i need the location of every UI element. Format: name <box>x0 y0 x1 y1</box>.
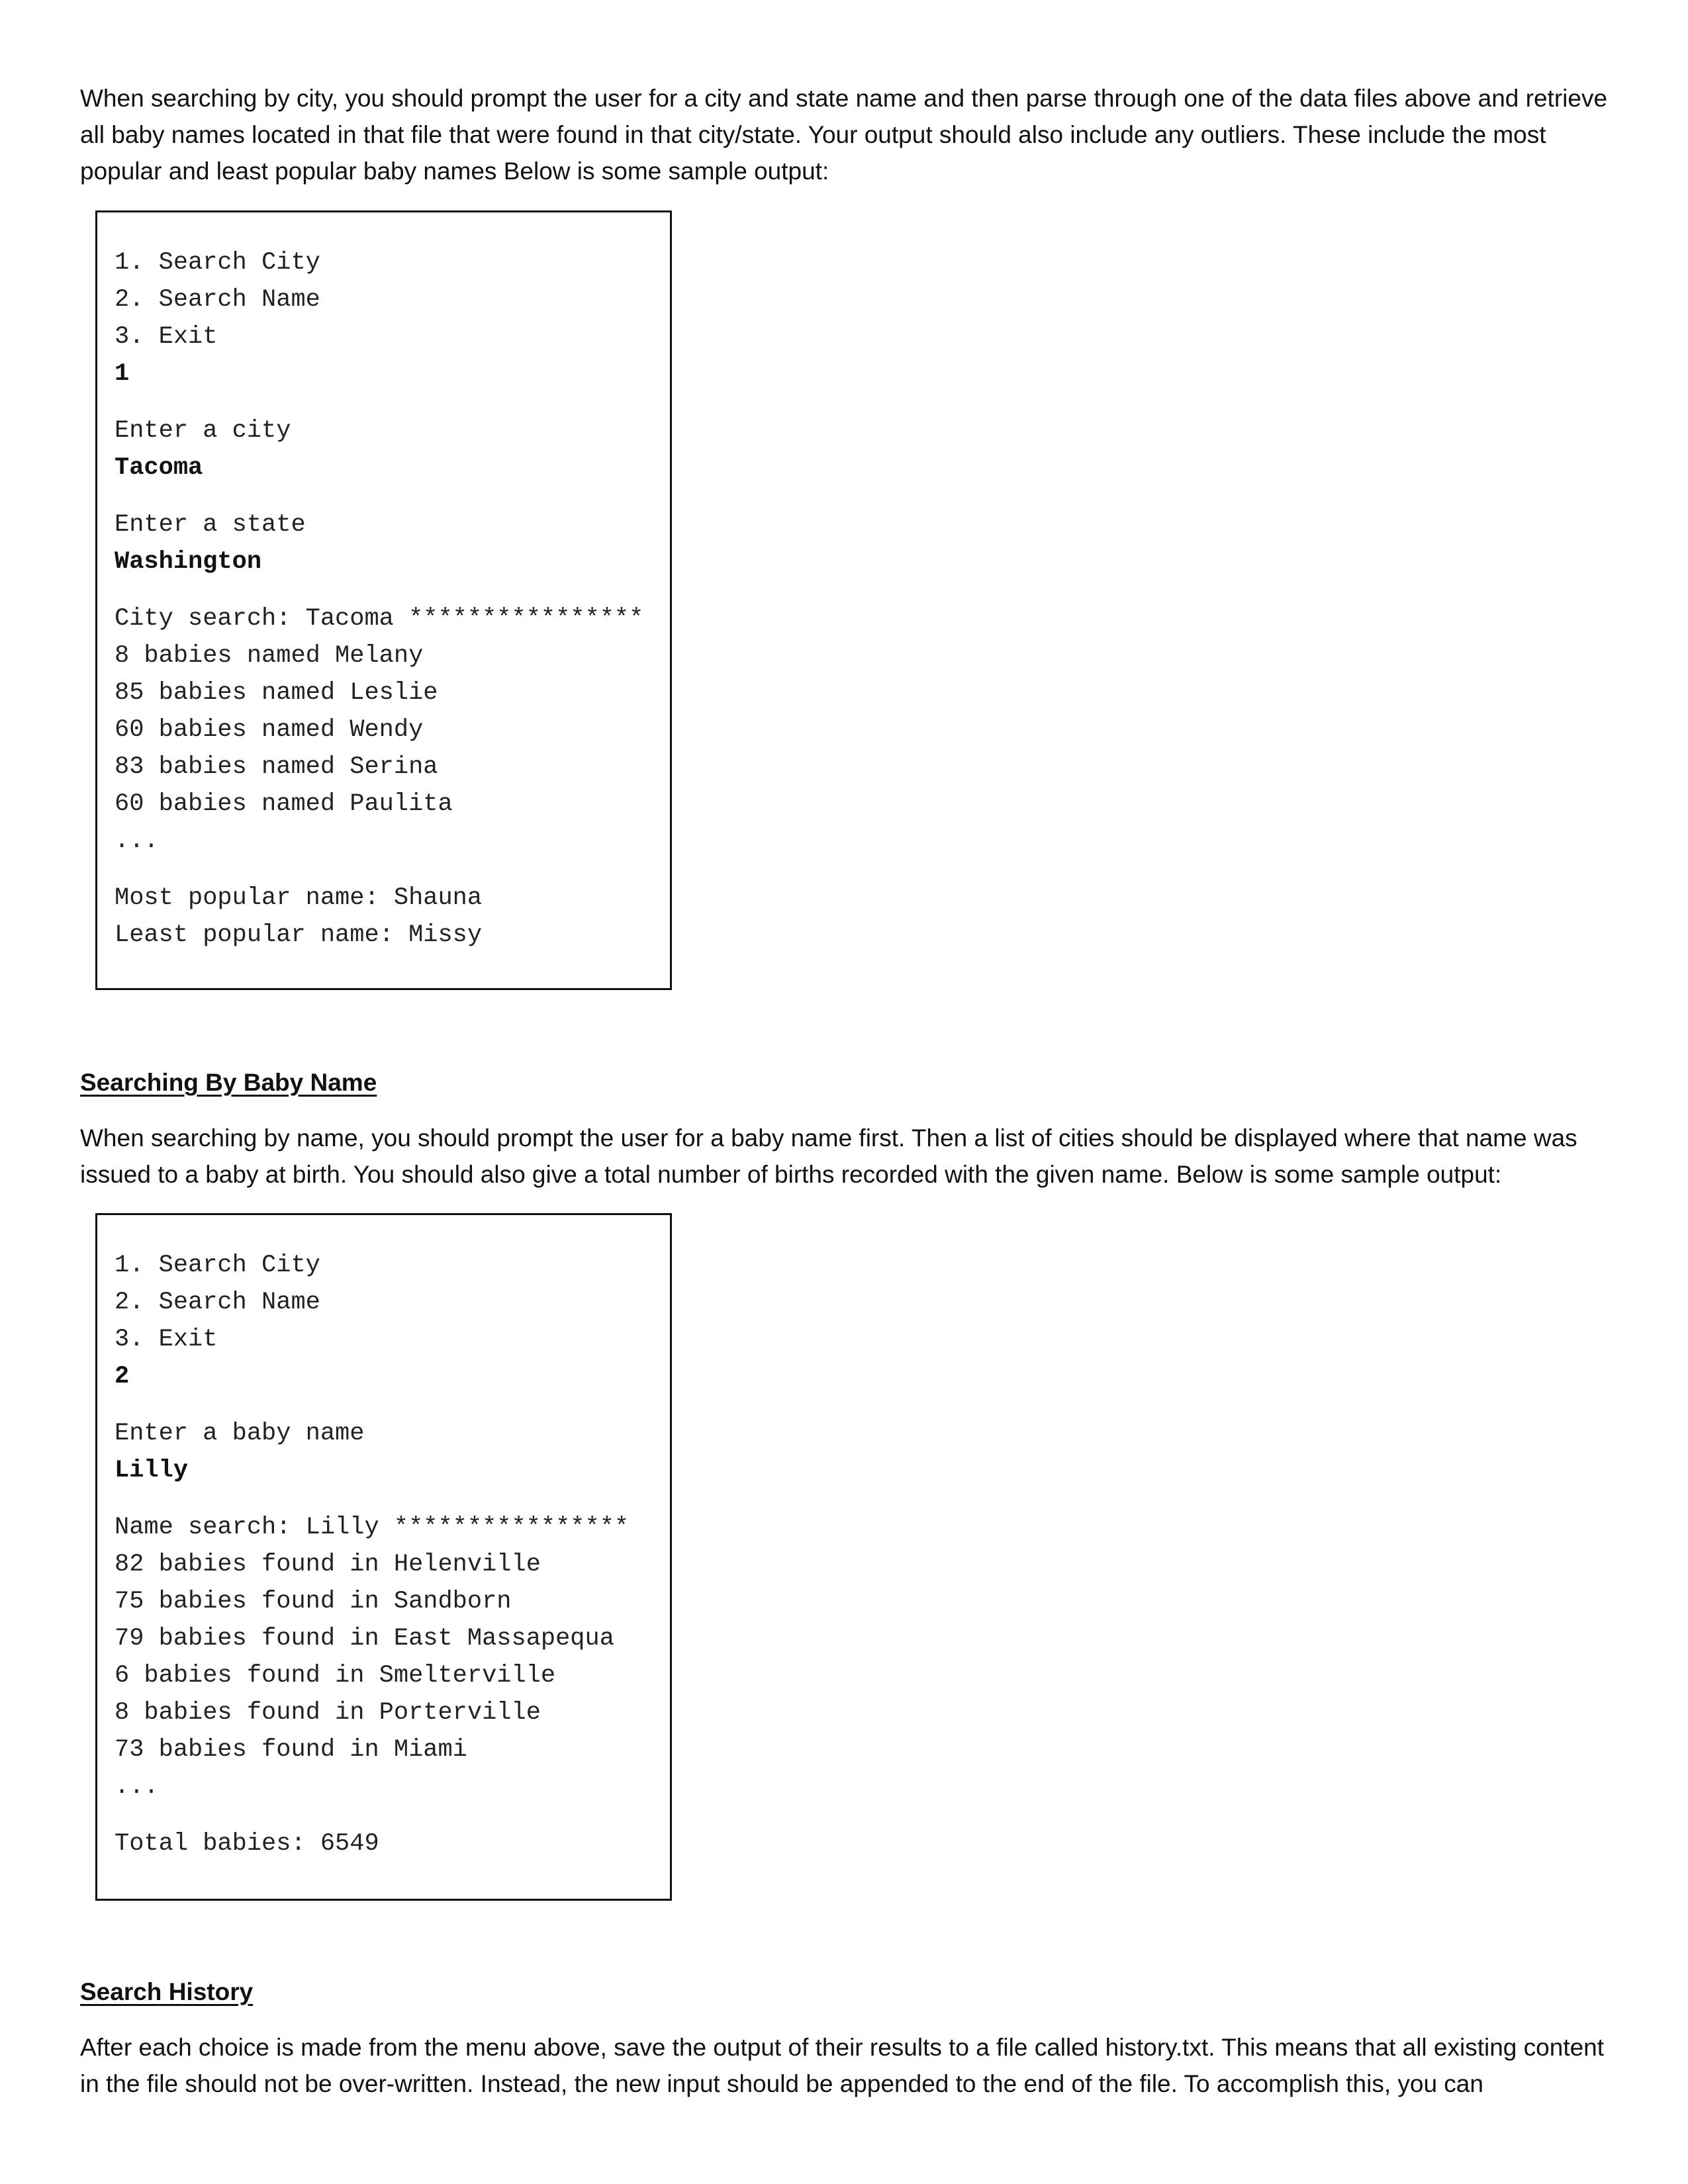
menu-item-exit: 3. Exit <box>115 323 218 351</box>
ellipsis: ... <box>115 827 159 855</box>
result-line: 73 babies found in Miami <box>115 1736 467 1764</box>
baby-name-prompt: Enter a baby name <box>115 1420 365 1447</box>
result-line: 60 babies named Paulita <box>115 790 453 818</box>
menu-item-search-name: 2. Search Name <box>115 286 320 314</box>
name-search-heading: Searching By Baby Name <box>80 1069 377 1096</box>
city-search-sample-output <box>95 210 672 990</box>
user-choice: 1 <box>115 360 130 388</box>
result-line: 60 babies named Wendy <box>115 716 424 744</box>
result-line: 75 babies found in Sandborn <box>115 1588 512 1615</box>
ellipsis: ... <box>115 1773 159 1801</box>
menu-item-exit: 3. Exit <box>115 1326 218 1353</box>
result-line: 83 babies named Serina <box>115 753 438 781</box>
result-line: 8 babies found in Porterville <box>115 1699 541 1727</box>
city-result-header: City search: Tacoma **************** <box>115 605 644 633</box>
search-history-heading: Search History <box>80 1978 254 2005</box>
most-popular-name: Most popular name: Shauna <box>115 884 483 912</box>
name-search-sample-output <box>95 1213 672 1901</box>
result-line: 85 babies named Leslie <box>115 679 438 707</box>
result-line: 8 babies named Melany <box>115 642 424 670</box>
baby-name-input: Lilly <box>115 1457 189 1484</box>
state-input: Washington <box>115 548 262 576</box>
name-search-intro: When searching by name, you should prompt the user for a baby name first. Then a list of cities should be displayed where that name was issued to a baby at birth. You should also give a total number of births recorded with the given name. Below is some sample output: <box>80 1124 1577 1188</box>
city-search-intro: When searching by city, you should prompt the user for a city and state name and then parse through one of the data files above and retrieve all baby names located in that file that were found in that city/state. Your output should also include any outliers. These include the most popular and least popular baby names Below is some sample output: <box>80 85 1608 185</box>
result-line: 82 babies found in Helenville <box>115 1551 541 1578</box>
result-line: 79 babies found in East Massapequa <box>115 1625 614 1653</box>
least-popular-name: Least popular name: Missy <box>115 921 483 949</box>
result-line: 6 babies found in Smelterville <box>115 1662 556 1690</box>
search-history-intro: After each choice is made from the menu above, save the output of their results to a file called history.txt. This means that all existing content in the file should not be over-written. Instead, the new input should be appended to the end of the file. To accomplish this, you can <box>80 2034 1605 2097</box>
name-result-header: Name search: Lilly **************** <box>115 1514 630 1541</box>
city-input: Tacoma <box>115 454 203 482</box>
total-babies: Total babies: 6549 <box>115 1830 379 1858</box>
user-choice: 2 <box>115 1363 130 1390</box>
menu-item-search-city: 1. Search City <box>115 1251 320 1279</box>
city-prompt: Enter a city <box>115 417 291 445</box>
menu-item-search-name: 2. Search Name <box>115 1289 320 1316</box>
menu-item-search-city: 1. Search City <box>115 249 320 277</box>
state-prompt: Enter a state <box>115 511 306 539</box>
